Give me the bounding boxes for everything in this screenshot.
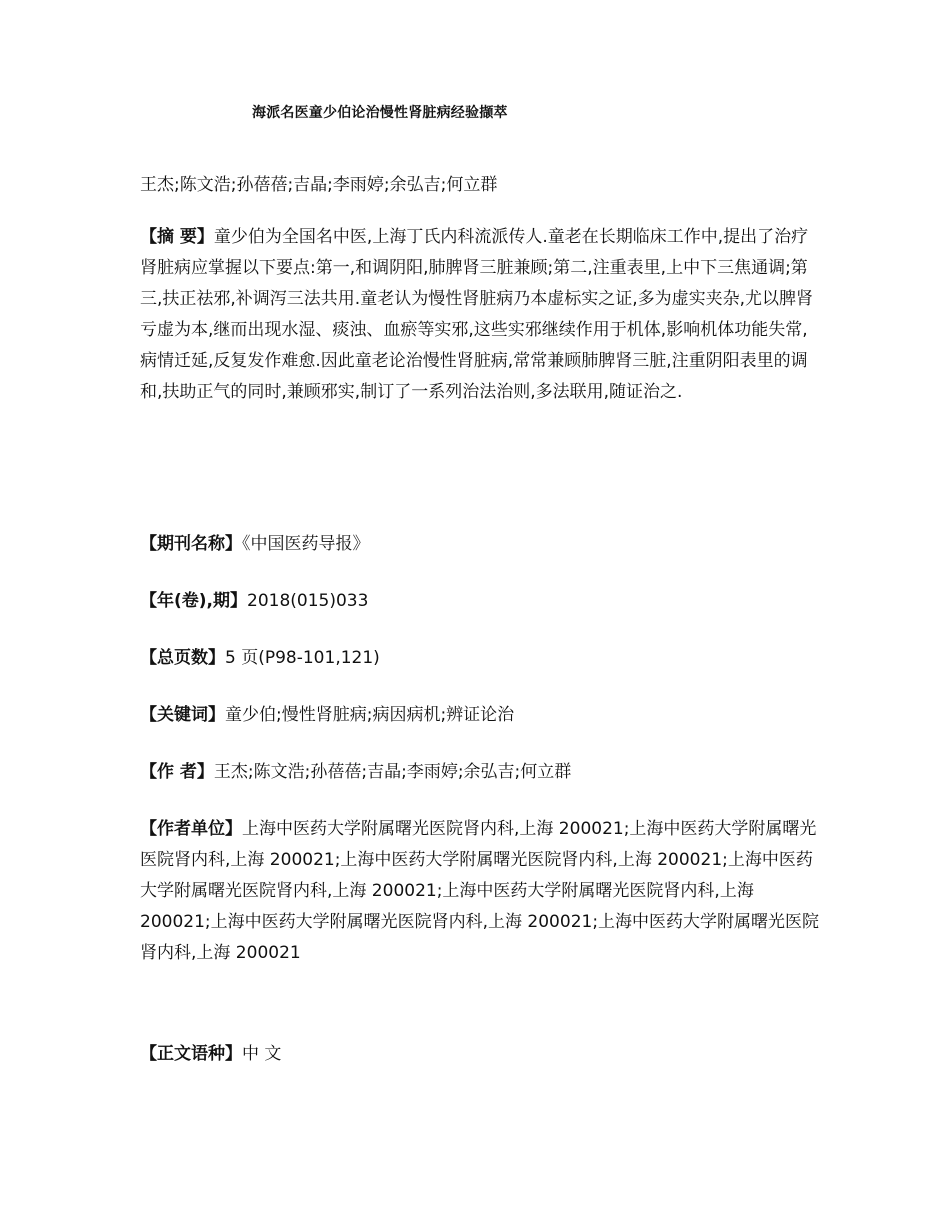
affiliation-section [140,814,820,969]
abstract-label: 【摘 要】 [140,227,214,247]
authors-label: 【作 者】 [140,762,214,782]
language-section [140,1039,820,1070]
abstract-text: 童少伯为全国名中医,上海丁氏内科流派传人.童老在长期临床工作中,提出了治疗肾脏病应掌握以下要点:第一,和调阴阳,肺脾肾三脏兼顾;第二,注重表里,上中下三焦通调;第三,扶正祛邪,补调泻三法共用.童老认为慢性肾脏病乃本虚标实之证,多为虚实夹杂,尤以脾肾亏虚为本,继而出现水湿、痰浊、血瘀等实邪,这些实邪继续作用于机体,影响机体功能失常,病情迁延,反复发作难愈.因此童老论治慢性肾脏病,常常兼顾肺脾肾三脏,注重阴阳表里的调和,扶助正气的同时,兼顾邪实,制订了一系列治法治则,多法联用,随证治之. [140,227,814,402]
affiliation-label: 【作者单位】 [140,819,242,839]
keywords-value: 童少伯;慢性肾脏病;病因病机;辨证论治 [225,705,515,725]
affiliation-value: 上海中医药大学附属曙光医院肾内科,上海 200021;上海中医药大学附属曙光医院肾内科,上海 200021;上海中医药大学附属曙光医院肾内科,上海 200021;上海中医药大学附属曙光医院肾内科,上海 200021;上海中医药大学附属曙光医院肾内科,上海 200021;上海中医药大学附属曙光医院肾内科,上海 200021;上海中医药大学附属曙光医院肾内科,上海 200021 [140,819,820,963]
keywords-label: 【关键词】 [140,705,225,725]
language-label: 【正文语种】 [140,1044,242,1064]
authors-value: 王杰;陈文浩;孙蓓蓓;吉晶;李雨婷;余弘吉;何立群 [213,762,572,782]
year-issue-label: 【年(卷),期】 [140,591,247,611]
authors-section [140,757,820,788]
abstract-section [140,222,820,408]
authors-line: 王杰;陈文浩;孙蓓蓓;吉晶;李雨婷;余弘吉;何立群 [140,175,498,195]
page-count-section [140,643,820,674]
journal-value: 《中国医药导报》 [242,534,370,554]
page-count-label: 【总页数】 [140,648,225,668]
language-value: 中 文 [242,1044,282,1064]
page-count-value: 5 页(P98-101,121) [225,648,380,668]
article-title: 海派名医童少伯论治慢性肾脏病经验撷萃 [252,105,508,121]
year-issue-section [140,586,820,617]
year-issue-value: 2018(015)033 [247,591,369,611]
journal-label: 【期刊名称】 [140,534,242,554]
keywords-section [140,700,820,731]
journal-section [140,529,820,560]
